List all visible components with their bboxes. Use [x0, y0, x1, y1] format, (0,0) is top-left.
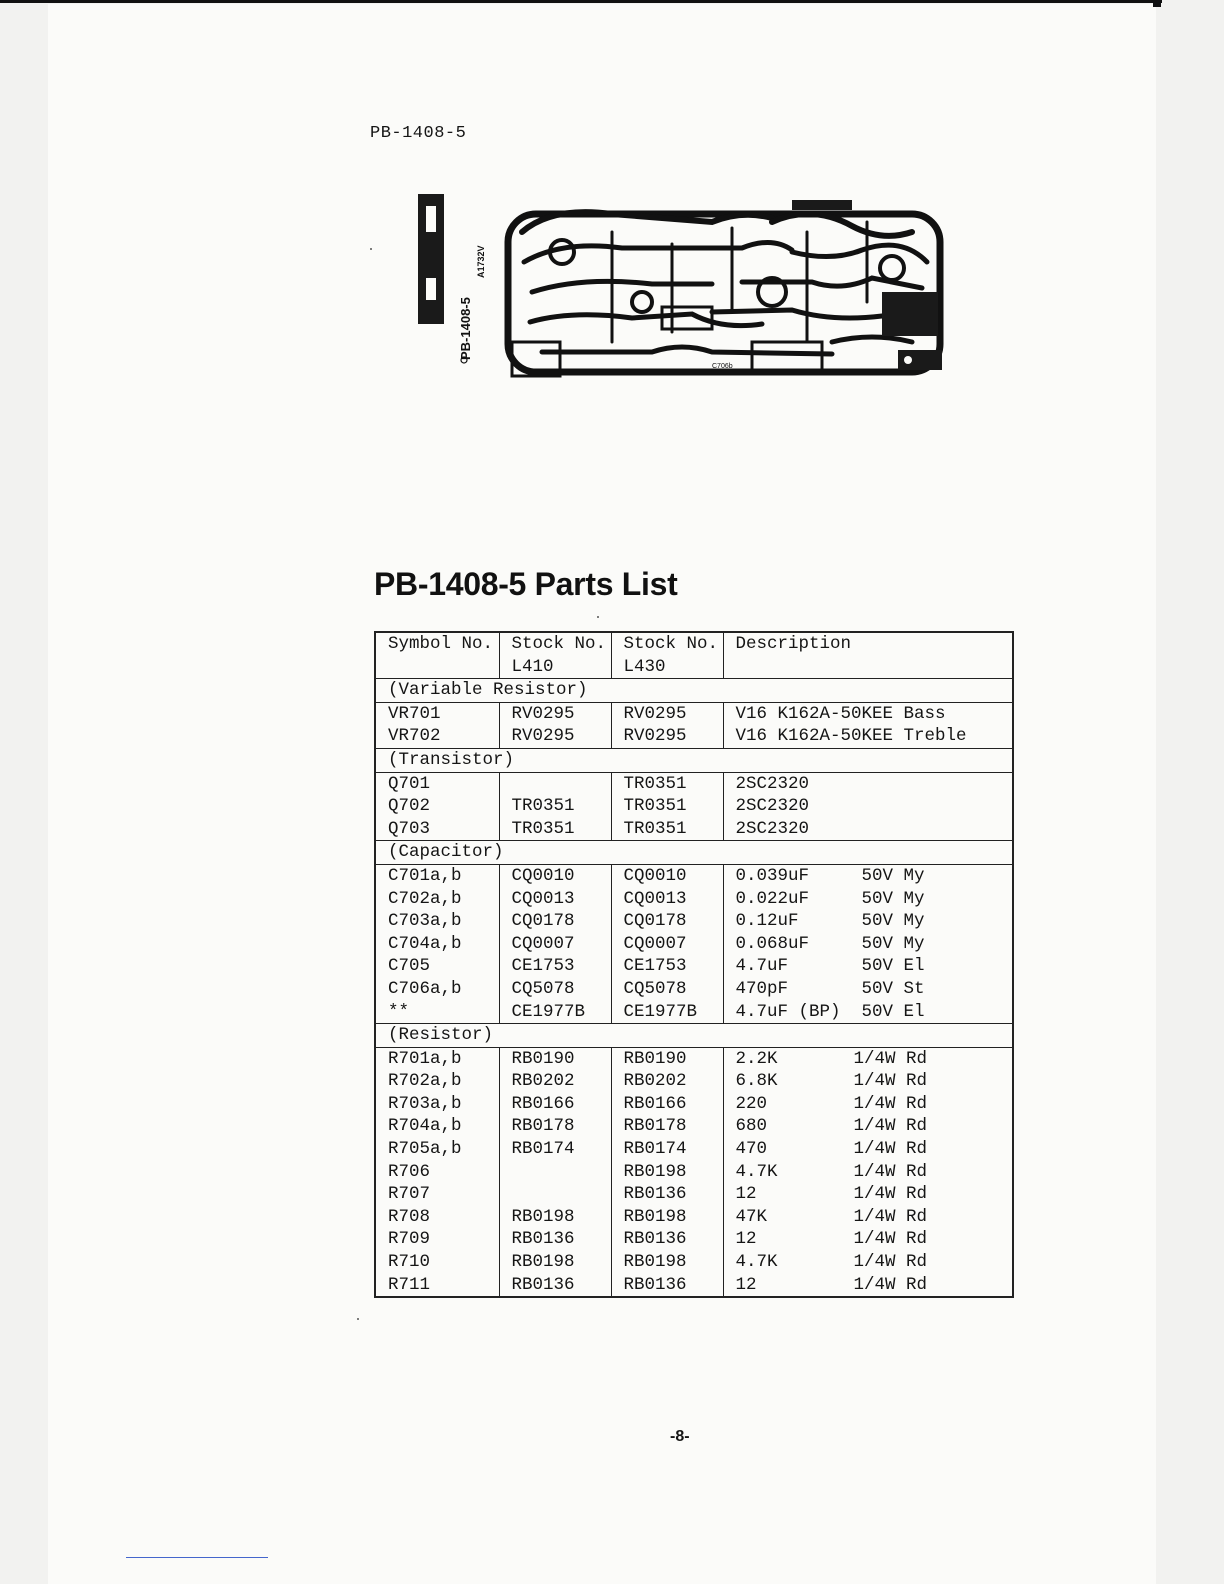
- description-rating: 50V El: [861, 1001, 925, 1022]
- cell-symbol: Q702: [375, 795, 499, 818]
- cell-stock-l410: CQ0178: [499, 910, 611, 933]
- cell-stock-l430: TR0351: [611, 772, 723, 795]
- cell-stock-l410: CQ5078: [499, 978, 611, 1001]
- cell-stock-l410: CQ0007: [499, 933, 611, 956]
- cell-description: [723, 978, 1013, 1001]
- scan-speck: [597, 616, 599, 618]
- cell-stock-l410: RB0136: [499, 1274, 611, 1298]
- description-value: 4.7uF (BP): [735, 1001, 841, 1022]
- description-rating: 1/4W Rd: [853, 1139, 928, 1160]
- cell-stock-l410: TR0351: [499, 818, 611, 841]
- table-row: [375, 1070, 1013, 1093]
- cell-stock-l410: RB0198: [499, 1251, 611, 1274]
- cell-description: [723, 1001, 1013, 1024]
- cell-symbol: C701a,b: [375, 864, 499, 887]
- cell-stock-l430: TR0351: [611, 818, 723, 841]
- cell-stock-l410: CQ0013: [499, 888, 611, 911]
- table-row: [375, 1274, 1013, 1298]
- cell-stock-l410: RV0295: [499, 725, 611, 748]
- description-value: 0.068uF: [735, 933, 810, 954]
- cell-description: [723, 1251, 1013, 1274]
- description-rating: 1/4W Rd: [853, 1071, 928, 1092]
- cell-stock-l430: CQ0013: [611, 888, 723, 911]
- cell-symbol: R705a,b: [375, 1138, 499, 1161]
- description-rating: 50V My: [861, 933, 925, 954]
- description-rating: 1/4W Rd: [853, 1229, 928, 1250]
- table-row: [375, 772, 1013, 795]
- cell-stock-l410: RB0166: [499, 1093, 611, 1116]
- description-value: 6.8K: [735, 1071, 778, 1092]
- parts-table: [374, 631, 1014, 1298]
- cell-description: [723, 1228, 1013, 1251]
- cell-symbol: Q703: [375, 818, 499, 841]
- table-row: [375, 1001, 1013, 1024]
- table-row: [375, 1115, 1013, 1138]
- section-row: [375, 748, 1013, 772]
- cell-stock-l430: RB0198: [611, 1206, 723, 1229]
- table-row: [375, 1138, 1013, 1161]
- description-rating: 1/4W Rd: [853, 1184, 928, 1205]
- header-symbol: Symbol No.: [375, 632, 499, 679]
- bottom-underline: [126, 1557, 268, 1558]
- description-value: 12: [735, 1274, 757, 1295]
- section-row: [375, 1024, 1013, 1048]
- board-label: PB-1408-5: [370, 124, 467, 143]
- table-header-row: [375, 632, 1013, 679]
- cell-stock-l410: RB0198: [499, 1206, 611, 1229]
- cell-symbol: R702a,b: [375, 1070, 499, 1093]
- description-value: 12: [735, 1184, 757, 1205]
- description-rating: 1/4W Rd: [853, 1161, 928, 1182]
- cell-description: [723, 1047, 1013, 1070]
- cell-description: [723, 818, 1013, 841]
- cell-symbol: C705: [375, 955, 499, 978]
- cell-stock-l430: RB0198: [611, 1251, 723, 1274]
- cell-stock-l430: RB0174: [611, 1138, 723, 1161]
- cell-stock-l430: CQ0010: [611, 864, 723, 887]
- cell-symbol: C703a,b: [375, 910, 499, 933]
- cell-stock-l430: CE1977B: [611, 1001, 723, 1024]
- description-rating: 50V St: [861, 978, 925, 999]
- cell-stock-l410: RB0190: [499, 1047, 611, 1070]
- cell-description: [723, 702, 1013, 725]
- cell-stock-l430: RB0136: [611, 1183, 723, 1206]
- cell-stock-l410: CE1753: [499, 955, 611, 978]
- cell-symbol: C704a,b: [375, 933, 499, 956]
- description-value: 4.7K: [735, 1161, 778, 1182]
- cell-description: [723, 1161, 1013, 1184]
- cell-description: [723, 1070, 1013, 1093]
- description-value: V16 K162A-50KEE Bass: [735, 703, 946, 724]
- cell-stock-l430: RB0136: [611, 1228, 723, 1251]
- cell-description: [723, 910, 1013, 933]
- description-rating: 50V El: [861, 956, 925, 977]
- description-rating: 1/4W Rd: [853, 1116, 928, 1137]
- pcb-component-label: C706b: [712, 363, 733, 370]
- description-value: 12: [735, 1229, 757, 1250]
- description-value: 2SC2320: [735, 773, 810, 794]
- cell-symbol: R708: [375, 1206, 499, 1229]
- cell-stock-l410: RV0295: [499, 702, 611, 725]
- cell-stock-l410: [499, 1183, 611, 1206]
- cell-symbol: Q701: [375, 772, 499, 795]
- cell-stock-l430: RB0136: [611, 1274, 723, 1298]
- scan-speck: [357, 1318, 359, 1320]
- description-rating: 1/4W Rd: [853, 1274, 928, 1295]
- header-description: Description: [723, 632, 1013, 679]
- header-stock-l410: Stock No. L410: [499, 632, 611, 679]
- description-rating: 1/4W Rd: [853, 1048, 928, 1069]
- cell-description: [723, 1138, 1013, 1161]
- table-row: [375, 1161, 1013, 1184]
- section-label: (Transistor): [375, 748, 1013, 772]
- page-number: -8-: [670, 1428, 690, 1445]
- table-row: [375, 818, 1013, 841]
- description-rating: 1/4W Rd: [853, 1093, 928, 1114]
- cell-symbol: VR702: [375, 725, 499, 748]
- description-value: 220: [735, 1093, 768, 1114]
- cell-stock-l410: [499, 1161, 611, 1184]
- pcb-revision: A1732V: [476, 245, 486, 278]
- cell-stock-l410: CQ0010: [499, 864, 611, 887]
- table-row: [375, 910, 1013, 933]
- cell-description: [723, 933, 1013, 956]
- cell-symbol: R710: [375, 1251, 499, 1274]
- cell-description: [723, 795, 1013, 818]
- section-row: [375, 679, 1013, 703]
- cell-description: [723, 1183, 1013, 1206]
- cell-stock-l410: RB0178: [499, 1115, 611, 1138]
- table-row: [375, 1047, 1013, 1070]
- cell-stock-l430: TR0351: [611, 795, 723, 818]
- section-label: (Resistor): [375, 1024, 1013, 1048]
- cell-description: [723, 955, 1013, 978]
- description-value: 2SC2320: [735, 818, 810, 839]
- section-label: (Capacitor): [375, 841, 1013, 865]
- cell-stock-l410: [499, 772, 611, 795]
- cell-description: [723, 1115, 1013, 1138]
- description-rating: 1/4W Rd: [853, 1206, 928, 1227]
- cell-symbol: R709: [375, 1228, 499, 1251]
- cell-stock-l410: RB0174: [499, 1138, 611, 1161]
- cell-description: [723, 1093, 1013, 1116]
- cell-symbol: R706: [375, 1161, 499, 1184]
- header-stock-l430: Stock No. L430: [611, 632, 723, 679]
- description-rating: 50V My: [861, 888, 925, 909]
- pcb-image: [412, 192, 952, 382]
- description-value: 0.039uF: [735, 865, 810, 886]
- cell-stock-l430: RB0178: [611, 1115, 723, 1138]
- cell-symbol: R703a,b: [375, 1093, 499, 1116]
- table-row: [375, 1251, 1013, 1274]
- cell-symbol: R704a,b: [375, 1115, 499, 1138]
- top-rule-tick: [1153, 0, 1161, 7]
- page-title: PB-1408-5 Parts List: [374, 566, 678, 602]
- cell-stock-l430: RB0198: [611, 1161, 723, 1184]
- table-row: [375, 1183, 1013, 1206]
- description-value: 680: [735, 1116, 768, 1137]
- table-row: [375, 702, 1013, 725]
- table-row: [375, 1206, 1013, 1229]
- section-label: (Variable Resistor): [375, 679, 1013, 703]
- table-row: [375, 1228, 1013, 1251]
- cell-stock-l410: TR0351: [499, 795, 611, 818]
- cell-stock-l430: RV0295: [611, 725, 723, 748]
- cell-stock-l430: RB0166: [611, 1093, 723, 1116]
- cell-stock-l430: CQ0178: [611, 910, 723, 933]
- cell-description: [723, 772, 1013, 795]
- description-rating: 50V My: [861, 911, 925, 932]
- cell-stock-l430: RB0190: [611, 1047, 723, 1070]
- table-row: [375, 978, 1013, 1001]
- cell-symbol: C706a,b: [375, 978, 499, 1001]
- description-value: 2.2K: [735, 1048, 778, 1069]
- table-row: [375, 888, 1013, 911]
- table-row: [375, 864, 1013, 887]
- cell-stock-l410: RB0136: [499, 1228, 611, 1251]
- description-value: 0.022uF: [735, 888, 810, 909]
- description-value: 4.7K: [735, 1252, 778, 1273]
- cell-symbol: R707: [375, 1183, 499, 1206]
- description-value: 4.7uF: [735, 956, 789, 977]
- cell-stock-l430: CQ0007: [611, 933, 723, 956]
- description-value: 2SC2320: [735, 796, 810, 817]
- table-row: [375, 1093, 1013, 1116]
- description-value: 470pF: [735, 978, 789, 999]
- description-rating: 1/4W Rd: [853, 1252, 928, 1273]
- cell-stock-l410: RB0202: [499, 1070, 611, 1093]
- cell-symbol: R711: [375, 1274, 499, 1298]
- cell-description: [723, 725, 1013, 748]
- cell-symbol: C702a,b: [375, 888, 499, 911]
- description-value: 470: [735, 1139, 768, 1160]
- cell-description: [723, 1274, 1013, 1298]
- cell-stock-l410: CE1977B: [499, 1001, 611, 1024]
- table-row: [375, 955, 1013, 978]
- cell-stock-l430: RV0295: [611, 702, 723, 725]
- cell-symbol: VR701: [375, 702, 499, 725]
- description-value: 0.12uF: [735, 911, 799, 932]
- cell-stock-l430: CE1753: [611, 955, 723, 978]
- cell-description: [723, 1206, 1013, 1229]
- description-value: 47K: [735, 1206, 768, 1227]
- table-row: [375, 795, 1013, 818]
- cell-description: [723, 888, 1013, 911]
- table-row: [375, 725, 1013, 748]
- cell-stock-l430: RB0202: [611, 1070, 723, 1093]
- section-row: [375, 841, 1013, 865]
- cell-symbol: **: [375, 1001, 499, 1024]
- description-rating: 50V My: [861, 865, 925, 886]
- pcb-board-id: PB-1408-5: [458, 297, 473, 360]
- cell-stock-l430: CQ5078: [611, 978, 723, 1001]
- description-value: V16 K162A-50KEE Treble: [735, 726, 967, 747]
- cell-symbol: R701a,b: [375, 1047, 499, 1070]
- cell-description: [723, 864, 1013, 887]
- top-rule: [0, 0, 1162, 3]
- scan-speck: [370, 248, 372, 250]
- table-row: [375, 933, 1013, 956]
